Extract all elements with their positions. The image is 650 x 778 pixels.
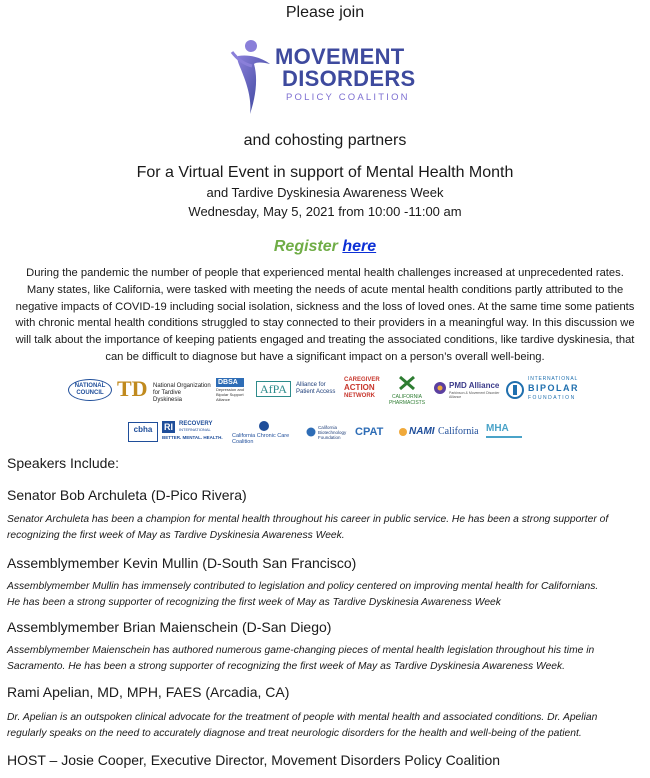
logo-text: California Biotechnology Foundation (318, 425, 347, 440)
speaker-description-line: Sacramento. He has been a strong supporter of recognizing the first week of May as Tardive Dyskinesia Awareness Week. (7, 661, 566, 672)
logo-international-bipolar-foundation (506, 376, 590, 406)
nami-mark-icon (398, 427, 408, 437)
logo-california-pharmacists (385, 374, 429, 408)
logo-cbha: cbha (128, 422, 158, 442)
ccc-mark-icon (258, 420, 270, 432)
logo-pmd-alliance (433, 381, 503, 403)
logo-text: CALIFORNIA (391, 394, 422, 400)
logo-mark: TD (117, 376, 148, 401)
logo-text: COUNCIL (76, 390, 104, 396)
speaker-description (7, 579, 643, 611)
logo-text: INTERNATIONAL (179, 427, 211, 432)
logo-text: NETWORK (344, 393, 375, 399)
logo-text: ACTION (344, 383, 375, 392)
logo-text: INTERNATIONAL (528, 376, 579, 382)
logo-mark: MHA (486, 423, 509, 434)
cbf-mark-icon (306, 426, 316, 438)
logo-caregiver-action-network (344, 376, 378, 406)
logo-text: PHARMACISTS (388, 400, 426, 406)
logo-mark: PMD Alliance (449, 381, 500, 390)
logo-line-movement: MOVEMENT (275, 44, 405, 69)
logo-mark: RI (164, 422, 173, 432)
speaker-description (7, 710, 643, 742)
speaker-description-line: Senator Archuleta has been a champion for mental health throughout his career in public service. He has been a strong supporter of (7, 514, 609, 525)
register-line (0, 238, 650, 256)
speaker-name: Assemblymember Brian Maienschein (D-San Diego) (7, 619, 332, 635)
host-line: HOST – Josie Cooper, Executive Director, Movement Disorders Policy Coalition (7, 752, 501, 768)
mdpc-logo (228, 38, 428, 120)
speaker-name: Senator Bob Archuleta (D-Pico Rivera) (7, 487, 247, 503)
logo-text: NATIONAL (74, 383, 106, 389)
speakers-heading: Speakers Include: (7, 455, 120, 471)
logo-text: Depression and Bipolar Support Alliance (216, 387, 245, 402)
logo-line-policy-coalition: POLICY COALITION (286, 92, 410, 103)
logo-nami-california (398, 425, 478, 441)
intro-line: will talk about the importance of keeping patients engaged and treating the associated conditions, like tardive dyskinesia, that (15, 334, 635, 347)
intro-line: Many states, like California, were tasked with meeting the needs of acute mental health conditions partly attributed to the (26, 283, 624, 296)
speaker-description-line: He has been a strong supporter of recognizing the first week of May as Tardive Dyskinesia Awareness Week (7, 597, 501, 608)
speaker-description-line: regularly speaks on the need to accurately diagnose and treat neurologic disorders for the health and well-being of the patient. (7, 728, 582, 739)
logo-mark: NAMI (409, 426, 435, 437)
event-title: For a Virtual Event in support of Mental Health Month (136, 164, 514, 181)
logo-text: RECOVERY (179, 421, 213, 427)
logo-text: BIPOLAR (528, 383, 579, 393)
speaker-description-line: Assemblymember Maienschein has authored numerous game-changing pieces of mental health legislation throughout his time in (7, 645, 595, 656)
logo-text: Alliance for Patient Access (296, 382, 336, 395)
logo-mark: DBSA (216, 378, 244, 387)
partner-logos-row-2 (0, 418, 650, 448)
intro-line: can be difficult to diagnose but have a significant impact on a person’s overall well-being. (105, 350, 545, 363)
intro-line: negative impacts of COVID-19 including social isolation, sickness and the loss of loved ones. At the same time some patients (15, 300, 635, 313)
please-join-text: Please join (285, 4, 365, 21)
partner-logos-row-1 (0, 374, 650, 410)
logo-text: BETTER. MENTAL. HEALTH. (162, 435, 223, 440)
logo-line-disorders: DISORDERS (282, 66, 416, 91)
logo-text: California Chronic Care Coalition (232, 433, 290, 445)
logo-afpa (256, 380, 334, 402)
logo-recovery-international (162, 421, 228, 445)
dancer-figure-icon (228, 38, 278, 120)
ibpf-mark-icon (506, 380, 524, 400)
speaker-description (7, 512, 643, 544)
logo-text: National Organization for Tardive Dyskinesia (153, 383, 211, 403)
logo-text: California (438, 426, 479, 437)
logo-cpat: CPAT (355, 426, 384, 438)
logo-california-biotechnology-foundation (306, 425, 356, 445)
logo-text: FOUNDATION (528, 395, 576, 401)
logo-text: CAREGIVER (344, 377, 380, 383)
speaker-description-line: Assemblymember Mullin has immensely contributed to legislation and policy centered on improving mental health for Californians. (7, 581, 599, 592)
mha-underline (486, 436, 522, 438)
pharmacists-mark-icon (397, 374, 417, 392)
intro-line: with chronic mental health conditions struggled to stay connected to their providers in a meaningful way. In this discussion we (15, 317, 635, 330)
logo-mha (486, 423, 524, 441)
speaker-description-line: recognizing the first week of May as Tardive Dyskinesia Awareness Week. (7, 530, 345, 541)
logo-ntda (117, 377, 209, 403)
cohosting-text: and cohosting partners (243, 132, 407, 149)
event-date: Wednesday, May 5, 2021 from 10:00 -11:00 am (188, 204, 462, 219)
logo-national-council (68, 379, 112, 401)
logo-dbsa (216, 378, 252, 402)
register-link[interactable]: here (342, 238, 377, 255)
logo-california-chronic-care-coalition (232, 420, 298, 446)
speaker-name: Rami Apelian, MD, MPH, FAES (Arcadia, CA) (7, 684, 290, 700)
intro-paragraph (8, 265, 642, 366)
speaker-description (7, 643, 643, 675)
pmd-mark-icon (433, 381, 447, 395)
intro-line: During the pandemic the number of people that experienced mental health challenges increased at unprecedented rates. (26, 267, 624, 279)
logo-mark: AfPA (256, 381, 291, 397)
register-label: Register (273, 238, 338, 255)
event-subtitle: and Tardive Dyskinesia Awareness Week (206, 185, 444, 200)
logo-text: Parkinson & Movement Disorder Alliance (449, 391, 500, 399)
speaker-name: Assemblymember Kevin Mullin (D-South San Francisco) (7, 555, 357, 571)
speaker-description-line: Dr. Apelian is an outspoken clinical advocate for the treatment of people with mental health and associated conditions. Dr. Apelian (7, 712, 598, 723)
